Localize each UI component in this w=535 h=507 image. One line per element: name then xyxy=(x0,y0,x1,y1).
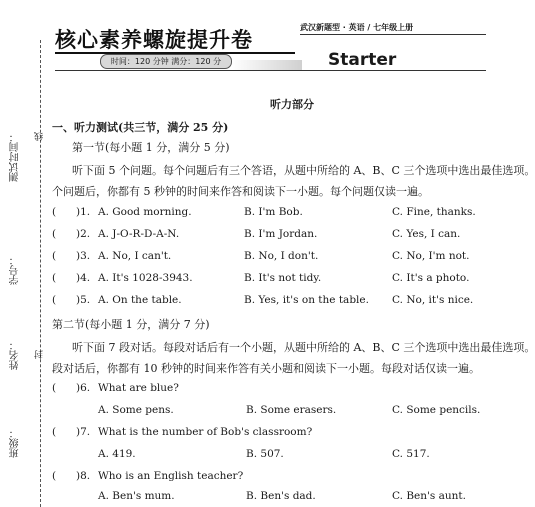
option-c: C. 517. xyxy=(392,448,430,460)
option-b: B. I'm Bob. xyxy=(244,206,303,218)
option-a: A. 419. xyxy=(98,448,136,460)
option-b: B. Ben's dad. xyxy=(246,490,316,502)
question-stem: What are blue? xyxy=(98,382,179,394)
header-shade xyxy=(232,60,302,70)
option-c: C. Fine, thanks. xyxy=(392,206,476,218)
option-a: A. Good morning. xyxy=(98,206,192,218)
answer-paren: ( xyxy=(52,206,57,218)
question-stem: What is the number of Bob's classroom? xyxy=(98,426,313,438)
class-label: 班级： xyxy=(10,428,21,458)
name-label: 姓名： xyxy=(10,340,21,370)
sub1-instruction-2: 个问题后，你都有 5 秒钟的时间来作答和阅读下一小题。每个问题仅读一遍。 xyxy=(52,185,429,198)
option-c: C. Yes, I can. xyxy=(392,228,461,240)
question-number: )7. xyxy=(76,426,91,438)
question-number: )1. xyxy=(76,206,91,218)
unit-title: Starter xyxy=(328,50,397,70)
option-a: A. Ben's mum. xyxy=(98,490,175,502)
sub1-instruction-1: 听下面 5 个问题。每个问题后有三个答语，从题中所给的 A、B、C 三个选项中选出最佳选项。 xyxy=(72,164,535,177)
option-c: C. It's a photo. xyxy=(392,272,470,284)
part1-heading: 一、听力测试(共三节，满分 25 分) xyxy=(52,121,229,134)
option-a: A. J-O-R-D-A-N. xyxy=(98,228,180,240)
answer-paren: ( xyxy=(52,382,57,394)
answer-paren: ( xyxy=(52,272,57,284)
option-b: B. It's not tidy. xyxy=(244,272,322,284)
option-c: C. Some pencils. xyxy=(392,404,481,416)
option-a: A. It's 1028-3943. xyxy=(98,272,193,284)
option-b: B. 507. xyxy=(246,448,284,460)
answer-paren: ( xyxy=(52,426,57,438)
student-no-label: 学号： xyxy=(10,255,21,285)
question-stem: Who is an English teacher? xyxy=(98,470,244,482)
series-info: 武汉新题型 · 英语 / 七年级上册 xyxy=(300,23,414,32)
binding-line xyxy=(40,40,41,507)
answer-paren: ( xyxy=(52,294,57,306)
option-c: C. Ben's aunt. xyxy=(392,490,466,502)
section-title: 听力部分 xyxy=(270,98,314,111)
header-rule xyxy=(55,70,486,71)
answer-paren: ( xyxy=(52,228,57,240)
option-c: C. No, it's nice. xyxy=(392,294,474,306)
question-number: )8. xyxy=(76,470,91,482)
question-number: )4. xyxy=(76,272,91,284)
series-rule xyxy=(300,34,486,35)
time-info: 时间：120 分钟 满分：120 分 xyxy=(100,54,232,69)
question-number: )5. xyxy=(76,294,91,306)
line-mark: 线 xyxy=(35,132,45,141)
option-b: B. I'm Jordan. xyxy=(244,228,318,240)
question-number: )6. xyxy=(76,382,91,394)
option-a: A. No, I can't. xyxy=(98,250,172,262)
answer-paren: ( xyxy=(52,250,57,262)
sub2-heading: 第二节(每小题 1 分，满分 7 分) xyxy=(52,318,210,331)
question-number: )2. xyxy=(76,228,91,240)
option-b: B. Yes, it's on the table. xyxy=(244,294,369,306)
question-number: )3. xyxy=(76,250,91,262)
brand-title: 核心素养螺旋提升卷 xyxy=(55,28,253,52)
seal-mark: 封 xyxy=(35,350,45,359)
test-time-label: 测试时间： xyxy=(10,132,21,182)
option-a: A. Some pens. xyxy=(98,404,174,416)
sub2-instruction-2: 段对话后，你都有 10 秒钟的时间来作答有关小题和阅读下一小题。每段对话仅读一遍。 xyxy=(52,362,480,375)
sub2-instruction-1: 听下面 7 段对话。每段对话后有一个小题，从题中所给的 A、B、C 三个选项中选出最佳选项。 xyxy=(72,341,535,354)
option-c: C. No, I'm not. xyxy=(392,250,470,262)
option-b: B. Some erasers. xyxy=(246,404,337,416)
option-b: B. No, I don't. xyxy=(244,250,319,262)
option-a: A. On the table. xyxy=(98,294,182,306)
sub1-heading: 第一节(每小题 1 分，满分 5 分) xyxy=(72,141,230,154)
answer-paren: ( xyxy=(52,470,57,482)
